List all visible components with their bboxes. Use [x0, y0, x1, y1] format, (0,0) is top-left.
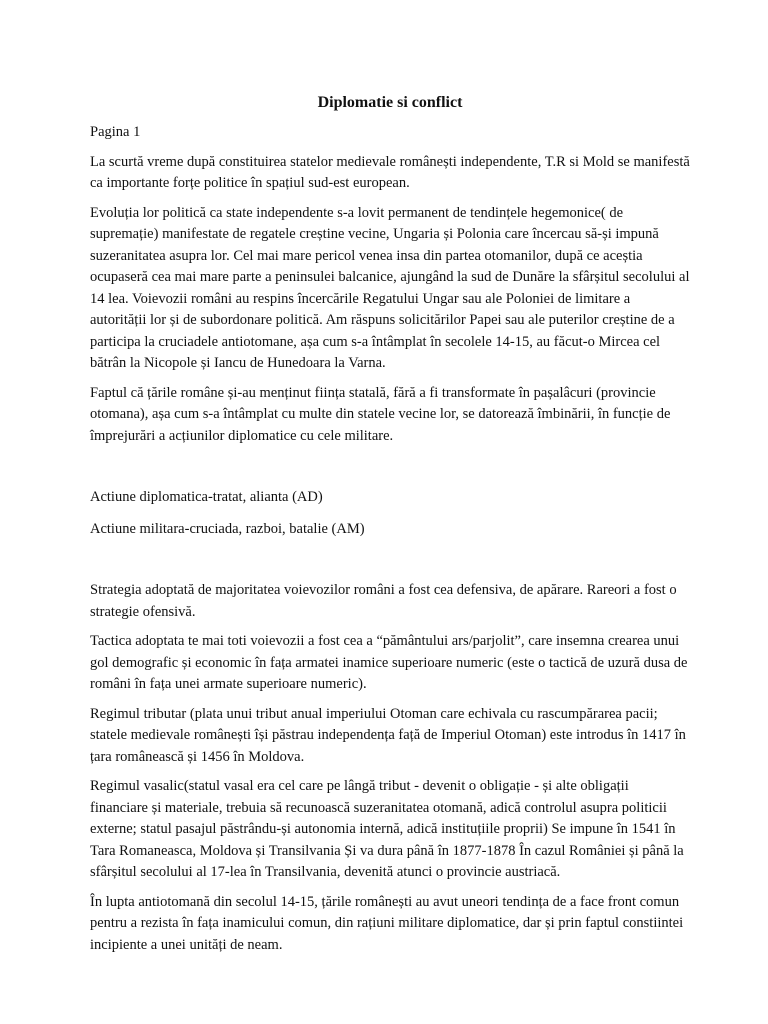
paragraph-antiottoman-struggle: În lupta antiotomană din secolul 14-15, țările românești au avut uneori tendința de a face front comun pentru a rezista în fața inamicului comun, din rațiuni militare diplomatice, dar și prin faptul constiintei incipiente a unei unități de neam. [90, 893, 684, 953]
paragraph-intro: La scurtă vreme după constituirea statelor medievale românești independente, T.R si Mold se manifestă ca importante forțe politice în spațiul sud-est european. [90, 153, 690, 191]
paragraph-tactics: Tactica adoptata te mai toti voievozii a fost cea a “pământului ars/parjolit”, care insemna crearea unui gol demografic și economic în fața armatei inamice superioare numeric (este o tactică de uzură dusa de români în fața unei armate superioare numeric). [90, 633, 688, 692]
paragraph-evolution: Evoluția lor politică ca state independente s-a lovit permanent de tendințele hegemonice( de supremație) manifestate de regatele creștine vecine, Ungaria și Polonia care încercau să-și impună suzeranitatea asupra lor. Cel mai mare pericol venea insa din partea otomanilor, după ce aceștia ocupaseră cea mai mare parte a peninsulei balcanice, ajungând la sud de Dunăre la sfârșitul secolului al 14 lea. Voievozii români au respins încercările Regatului Ungar sau ale Poloniei de limitare a autorității lor și de subordonare politică. Am răspuns solicitărilor Papei sau ale puterilor creștine de a participa la cruciadele antiotomane, așa cum s-a întâmplat în secolele 14-15, au făcut-o Mircea cel bătrân la Nicopole și Iancu de Hunedoara la Varna. [90, 204, 690, 371]
paragraph-strategy: Strategia adoptată de majoritatea voievozilor români a fost cea defensiva, de apărare. Rareori a fost o strategie ofensivă. [90, 582, 677, 620]
document-page [90, 92, 690, 956]
document-title: Diplomatie si conflict [317, 94, 463, 111]
paragraph-vassal-regime: Regimul vasalic(statul vasal era cel care pe lângă tribut - devenit o obligație - și alte obligații financiare și materiale, trebuia să recunoască suzeranitatea otomană, adică controlul asupra politicii externe; statul pasajul păstrându-și autonomia internă, adică instituțiile proprii) Se impune în 1541 în Tara Romaneasca, Moldova și Transilvania Și va dura până în 1877-1878 În cazul României și până la sfârșitul secolului al 17-lea în Transilvania, devenită atunci o provincie austriacă. [90, 778, 684, 880]
definition-diplomatic-action: Actiune diplomatica-tratat, alianta (AD) [90, 489, 323, 505]
paragraph-tributary-regime: Regimul tributar (plata unui tribut anual imperiului Otoman care echivala cu rascumpărarea pacii; statele medievale românești își păstrau independența față de Imperiul Otoman) este introdus în 1417 în țara românească și 1456 în Moldova. [90, 705, 686, 765]
page-label: Pagina 1 [90, 124, 141, 140]
definition-military-action: Actiune militara-cruciada, razboi, batalie (AM) [90, 520, 365, 537]
paragraph-state-survival: Faptul că țările române și-au menținut ființa statală, fără a fi transformate în pașalâcuri (provincie otomana), așa cum s-a întâmplat cu multe din statele vecine lor, se datorează îmbinării, în funcție de împrejurări a acțiunilor diplomatice cu cele militare. [90, 384, 671, 444]
